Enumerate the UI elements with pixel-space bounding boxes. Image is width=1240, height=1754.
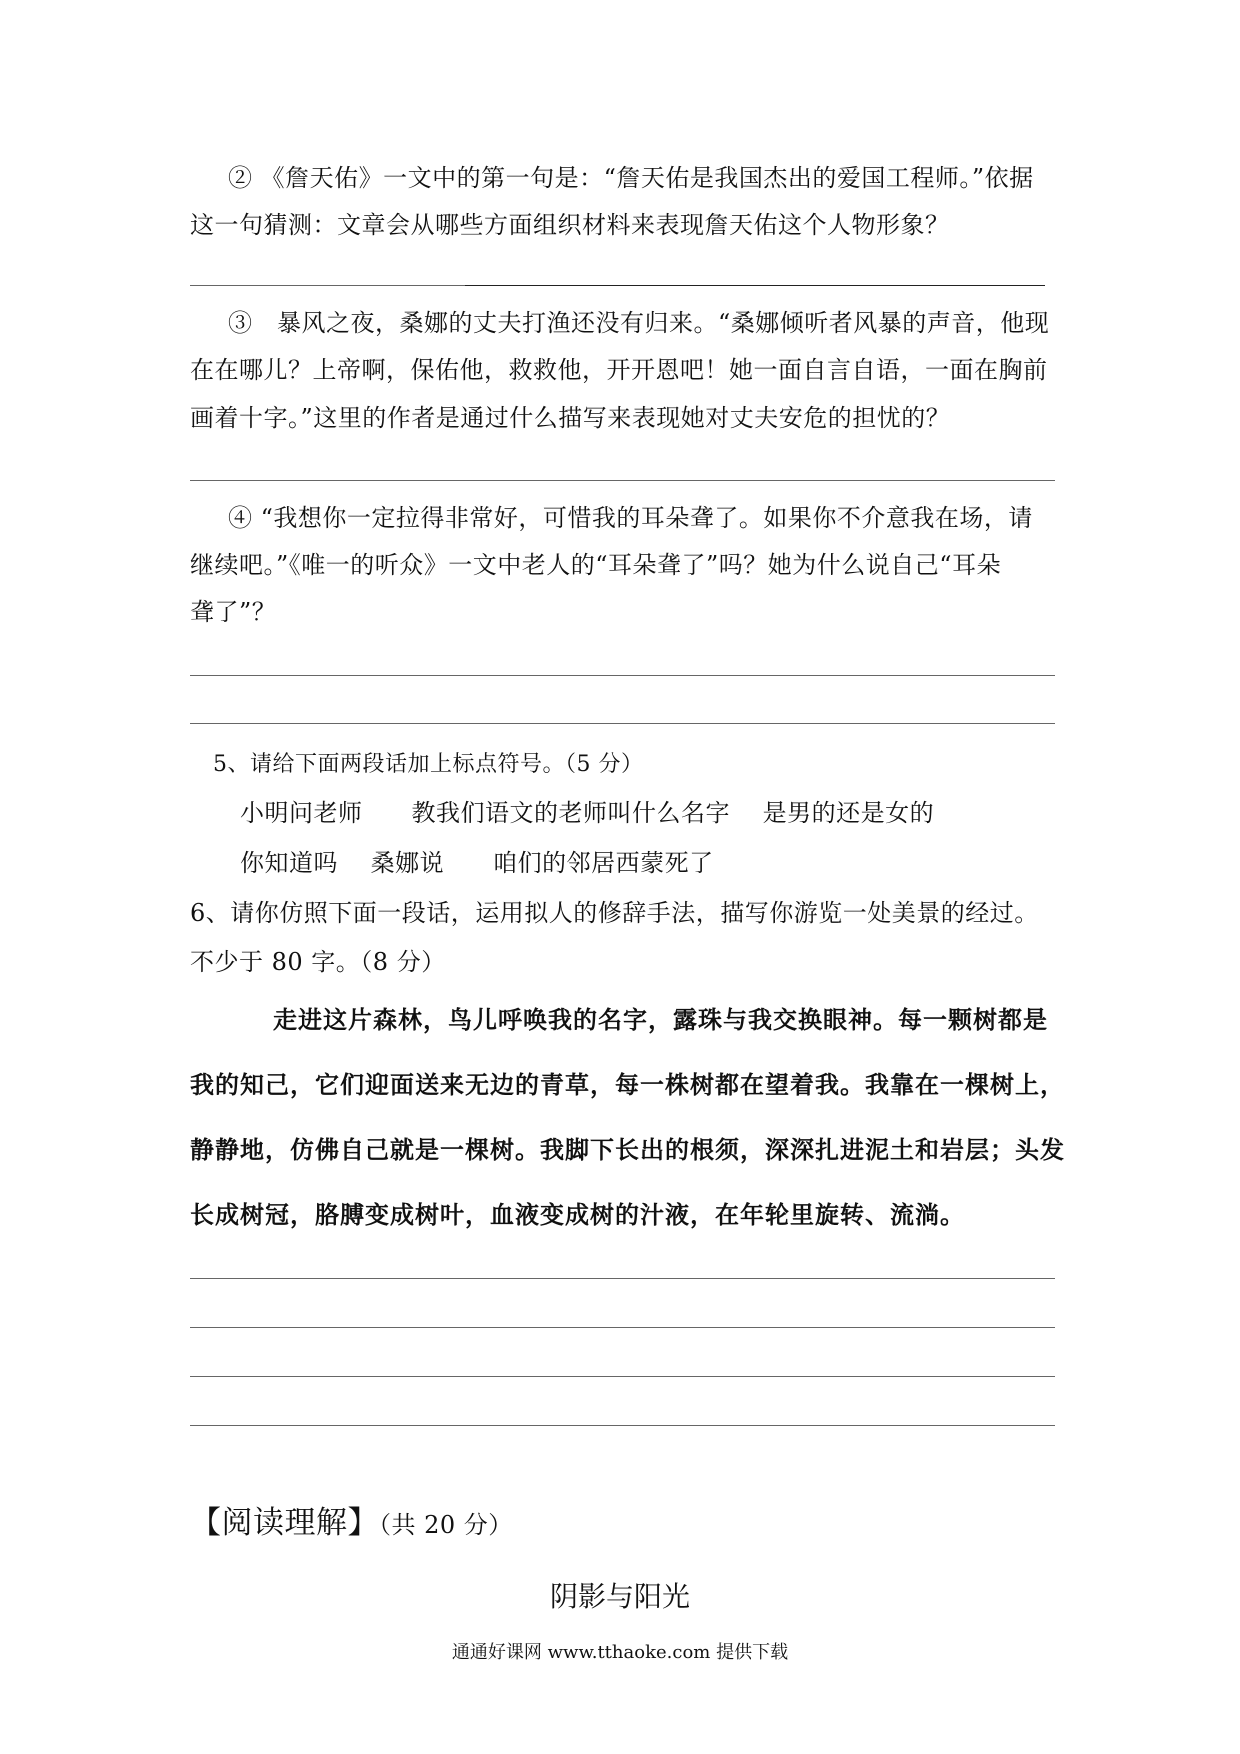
page-footer: 通通好课网 www.tthaoke.com 提供下载 <box>451 1642 789 1663</box>
q4-answer-line-2[interactable] <box>190 723 1055 724</box>
q6-passage-line-3: 静静地，仿佛自己就是一棵树。我脚下长出的根须，深深扎进泥土和岩层；头发 <box>190 1136 1065 1164</box>
q3-line-3: 画着十字。”这里的作者是通过什么描写来表现她对丈夫安危的担忧的？ <box>190 404 951 432</box>
q4-answer-line-1[interactable] <box>190 675 1055 676</box>
q5-sentence-2: 你知道吗 桑娜说 咱们的邻居西蒙死了 <box>240 849 714 877</box>
q6-answer-line-4[interactable] <box>190 1425 1055 1426</box>
reading-section-heading <box>190 1505 513 1541</box>
q6-answer-line-2[interactable] <box>190 1327 1055 1328</box>
q4-line-2: 继续吧。”《唯一的听众》一文中老人的“耳朵聋了”吗？她为什么说自己“耳朵 <box>190 551 1002 579</box>
q3-line-1: ③ 暴风之夜，桑娜的丈夫打渔还没有归来。“桑娜倾听者风暴的声音，他现 <box>228 309 1050 337</box>
q3-answer-line[interactable] <box>190 480 1055 481</box>
q6-passage-line-1: 走进这片森林，鸟儿呼唤我的名字，露珠与我交换眼神。每一颗树都是 <box>273 1006 1048 1034</box>
q6-answer-line-1[interactable] <box>190 1278 1055 1279</box>
q2-answer-line[interactable] <box>465 285 1045 286</box>
q3-line-2: 在在哪儿？上帝啊，保佑他，救救他，开开恩吧！她一面自言自语，一面在胸前 <box>190 356 1048 384</box>
q5-sentence-1: 小明问老师 教我们语文的老师叫什么名字 是男的还是女的 <box>240 799 935 827</box>
q5-title: 5、请给下面两段话加上标点符号。（5 分） <box>213 752 644 777</box>
reading-heading: 【阅读理解】 <box>190 1505 379 1541</box>
q6-line-1: 6、请你仿照下面一段话，运用拟人的修辞手法，描写你游览一处美景的经过。 <box>190 899 1039 927</box>
q4-line-3: 聋了”？ <box>190 598 277 626</box>
q6-passage-line-2: 我的知己，它们迎面送来无边的青草，每一株树都在望着我。我靠在一棵树上， <box>190 1071 1065 1099</box>
q2-line-2: 这一句猜测：文章会从哪些方面组织材料来表现詹天佑这个人物形象？ <box>190 211 950 239</box>
q6-line-2: 不少于 80 字。（8 分） <box>190 948 446 976</box>
reading-title: 阴影与阳光 <box>549 1580 690 1613</box>
reading-score: （共 20 分） <box>379 1511 513 1539</box>
q6-passage-line-4: 长成树冠，胳膊变成树叶，血液变成树的汁液，在年轮里旋转、流淌。 <box>190 1201 965 1229</box>
q2-answer-line-dashed[interactable] <box>190 285 465 286</box>
q6-answer-line-3[interactable] <box>190 1376 1055 1377</box>
q4-line-1: ④ “我想你一定拉得非常好，可惜我的耳朵聋了。如果你不介意我在场，请 <box>228 504 1033 532</box>
q2-line-1: ② 《詹天佑》一文中的第一句是：“詹天佑是我国杰出的爱国工程师。”依据 <box>228 164 1034 192</box>
